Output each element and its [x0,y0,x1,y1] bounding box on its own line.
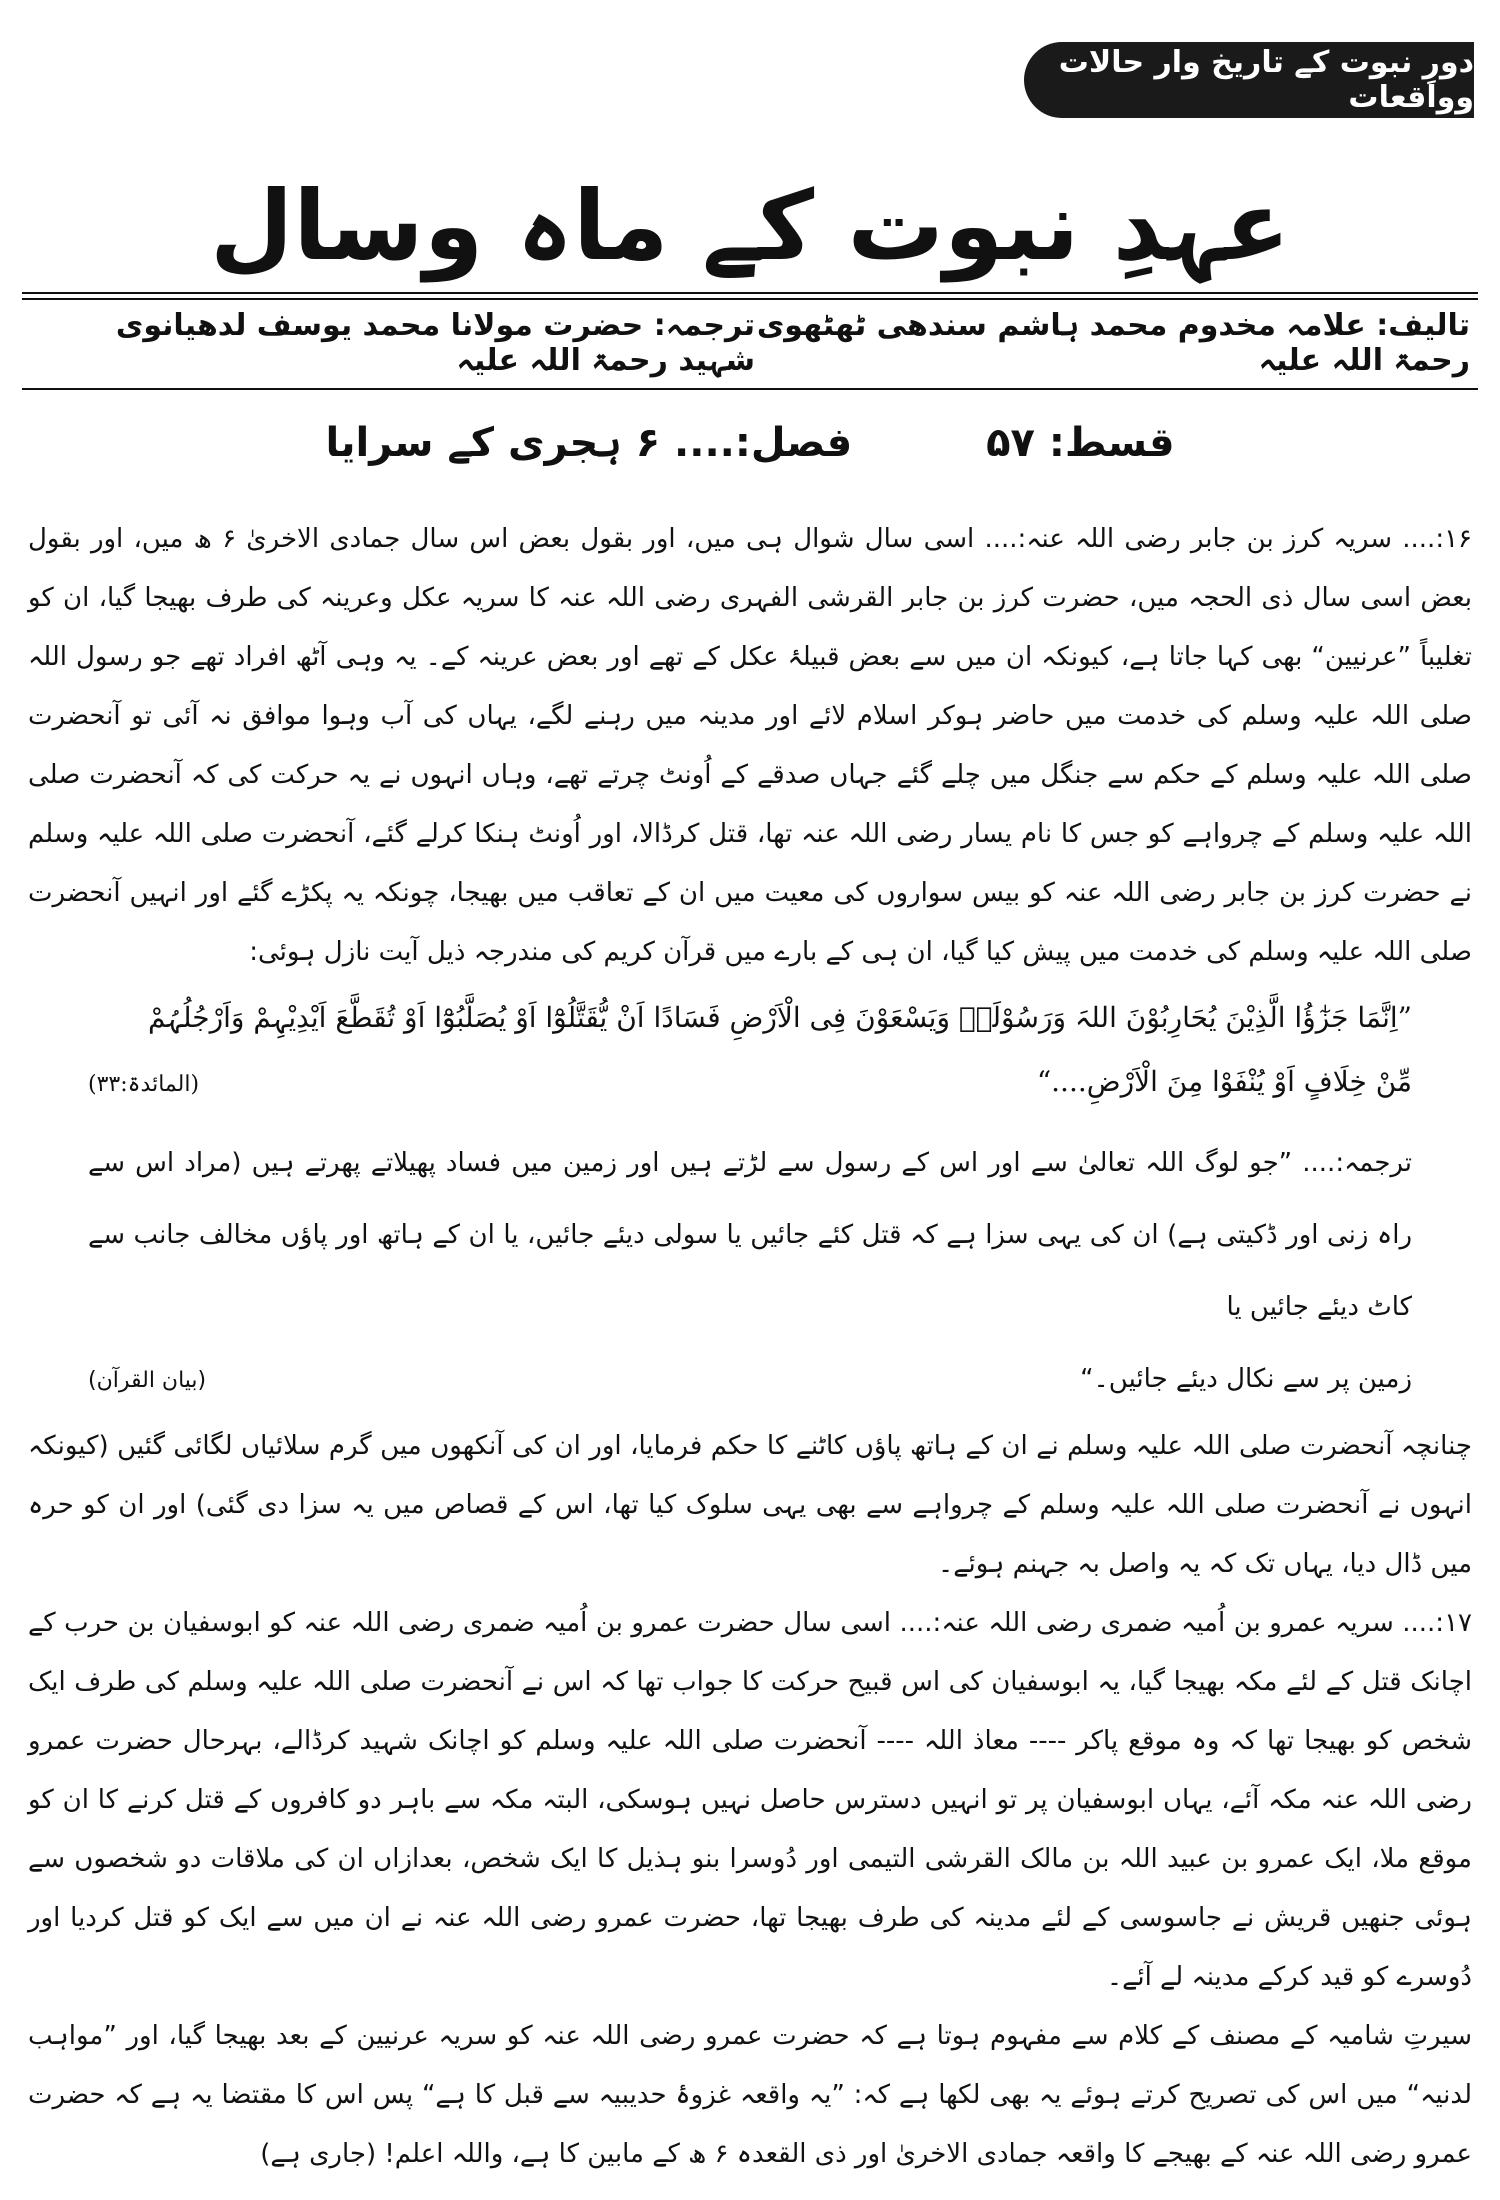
installment-heading [0,420,1500,466]
verse-line-2-row [88,1050,1412,1117]
paragraph-16: ۱۶:.... سریہ کرز بن جابر رضی اللہ عنہ:.... اسی سال شوال ہی میں، اور بقول بعض اس سال جمادی الاخریٰ ۶ ھ میں، اور بقول بعض اسی سال ذی الحجہ میں، حضرت کرز بن جابر القرشی الفہری رضی اللہ عنہ کا سریہ عکل وعرینہ کی طرف بھیجا گیا، ان کو تغلیباً ”عرنیین“ بھی کہا جاتا ہے، کیونکہ ان میں سے بعض قبیلۂ عکل کے تھے اور بعض عرینہ کے۔ یہ وہی آٹھ افراد تھے جو رسول اللہ صلی اللہ علیہ وسلم کی خدمت میں حاضر ہوکر اسلام لائے اور مدینہ میں رہنے لگے، یہاں کی آب وہوا موافق نہ آئی تو آنحضرت صلی اللہ علیہ وسلم کے حکم سے جنگل میں چلے گئے جہاں صدقے کے اُونٹ چرتے تھے، وہاں انہوں نے یہ حرکت کی کہ آنحضرت صلی اللہ علیہ وسلم کے چرواہے کو جس کا نام یسار رضی اللہ عنہ تھا، قتل کرڈالا، اور اُونٹ ہنکا کرلے گئے، آنحضرت صلی اللہ علیہ وسلم نے حضرت کرز بن جابر رضی اللہ عنہ کو بیس سواروں کی معیت میں ان کے تعاقب میں بھیجا، چونکہ یہ پکڑے گئے اور انہیں آنحضرت صلی اللہ علیہ وسلم کی خدمت میں پیش کیا گیا، ان ہی کے بارے میں قرآن کریم کی مندرجہ ذیل آیت نازل ہوئی: [28,524,1473,967]
verse-line-2: مِّنْ خِلَافٍ اَوْ یُنْفَوْا مِنَ الْاَرْضِ....“ [1036,1065,1412,1098]
verse-reference: (المائدۃ:۳۳) [88,1072,200,1097]
quran-verse [88,986,1412,1117]
section-tab: دورِ نبوت کے تاریخ وار حالات وواقعات [1024,42,1474,118]
translation-source: (بیان القرآن) [88,1368,207,1393]
installment-number: قسط: ۵۷ [986,420,1175,466]
translation-text: ترجمہ:.... ”جو لوگ اللہ تعالیٰ سے اور اس کے رسول سے لڑتے ہیں اور زمین میں فساد پھیلاتے پھرتے ہیں (مراد اس سے راہ زنی اور ڈکیتی ہے) ان کی یہی سزا ہے کہ قتل کئے جائیں یا سولی دیئے جائیں، یا ان کے ہاتھ اور پاؤں مخالف جانب سے کاٹ دیئے جائیں یا [88,1148,1412,1322]
credits-rule [22,388,1478,390]
translation-tail-row [88,1343,1412,1417]
title-rule-double [22,298,1478,300]
translation-tail: زمین پر سے نکال دیئے جائیں۔“ [1080,1364,1412,1394]
author-credit: تالیف: علامہ مخدوم محمد ہاشم سندھی ٹھٹھوی رحمۃ اللہ علیہ [756,308,1470,378]
verse-line-1: ”اِنَّمَا جَزٰٓؤُا الَّذِیْنَ یُحَارِبُوْنَ اللہَ وَرَسُوْلَہٗ وَیَسْعَوْنَ فِی الْاَرْضِ فَسَادًا اَنْ یُّقَتَّلُوْٓا اَوْ یُصَلَّبُوْٓا اَوْ تُقَطَّعَ اَیْدِیْہِمْ وَاَرْجُلُہُمْ [147,1001,1412,1034]
article-body [28,510,1472,2184]
paragraph-17: ۱۷:.... سریہ عمرو بن اُمیہ ضمری رضی اللہ عنہ:.... اسی سال حضرت عمرو بن اُمیہ ضمری رضی اللہ عنہ کو ابوسفیان بن حرب کے اچانک قتل کے لئے مکہ بھیجا گیا، یہ ابوسفیان کی اس قبیح حرکت کا جواب تھا کہ اس نے آنحضرت صلی اللہ علیہ وسلم کی طرف ایک شخص کو بھیجا تھا کہ وہ موقع پاکر ---- معاذ اللہ ---- آنحضرت صلی اللہ علیہ وسلم کو اچانک شہید کرڈالے، بہرحال حضرت عمرو رضی اللہ عنہ مکہ آئے، یہاں ابوسفیان پر تو انہیں دسترس حاصل نہیں ہوسکی، البتہ مکہ سے باہر دو کافروں کے قتل کرنے کا ان کو موقع ملا، ایک عمرو بن عبید اللہ بن مالک القرشی التیمی اور دُوسرا بنو ہذیل کا ایک شخص، بعدازاں ان کی ملاقات دو شخصوں سے ہوئی جنھیں قریش نے جاسوسی کے لئے مدینہ کی طرف بھیجا تھا، حضرت عمرو رضی اللہ عنہ نے ان میں سے ایک کو قتل کردیا اور دُوسرے کو قید کرکے مدینہ لے آئے۔ [28,1608,1472,1992]
title-rule-top [22,292,1478,294]
paragraph-closing: سیرتِ شامیہ کے مصنف کے کلام سے مفہوم ہوتا ہے کہ حضرت عمرو رضی اللہ عنہ کو سریہ عرنیین کے بعد بھیجا گیا، اور ”مواہب لدنیہ“ میں اس کی تصریح کرتے ہوئے یہ بھی لکھا ہے کہ: ”یہ واقعہ غزوۂ حدیبیہ سے قبل کا ہے“ پس اس کا مقتضا یہ ہے کہ حضرت عمرو رضی اللہ عنہ کے بھیجے کا واقعہ جمادی الاخریٰ اور ذی القعدہ ۶ ھ کے مابین کا ہے، واللہ اعلم! (جاری ہے) [28,2021,1472,2169]
verse-translation [88,1127,1412,1417]
page-title: عہدِ نبوت کے ماہ وسال [209,170,1291,282]
chapter-title: فصل:.... ۶ ہجری کے سرایا [325,420,853,466]
credits-bar [30,305,1470,381]
translator-credit: ترجمہ: حضرت مولانا محمد یوسف لدھیانوی شہید رحمۃ اللہ علیہ [115,308,755,378]
paragraph-punishment: چنانچہ آنحضرت صلی اللہ علیہ وسلم نے ان کے ہاتھ پاؤں کاٹنے کا حکم فرمایا، اور ان کی آنکھوں میں گرم سلائیاں لگائی گئیں (کیونکہ انہوں نے آنحضرت صلی اللہ علیہ وسلم کے چرواہے سے بھی یہی سلوک کیا تھا، اس کے قصاص میں یہ سزا دی گئی) اور ان کو حرہ میں ڈال دیا، یہاں تک کہ یہ واصل بہ جہنم ہوئے۔ [28,1431,1472,1579]
